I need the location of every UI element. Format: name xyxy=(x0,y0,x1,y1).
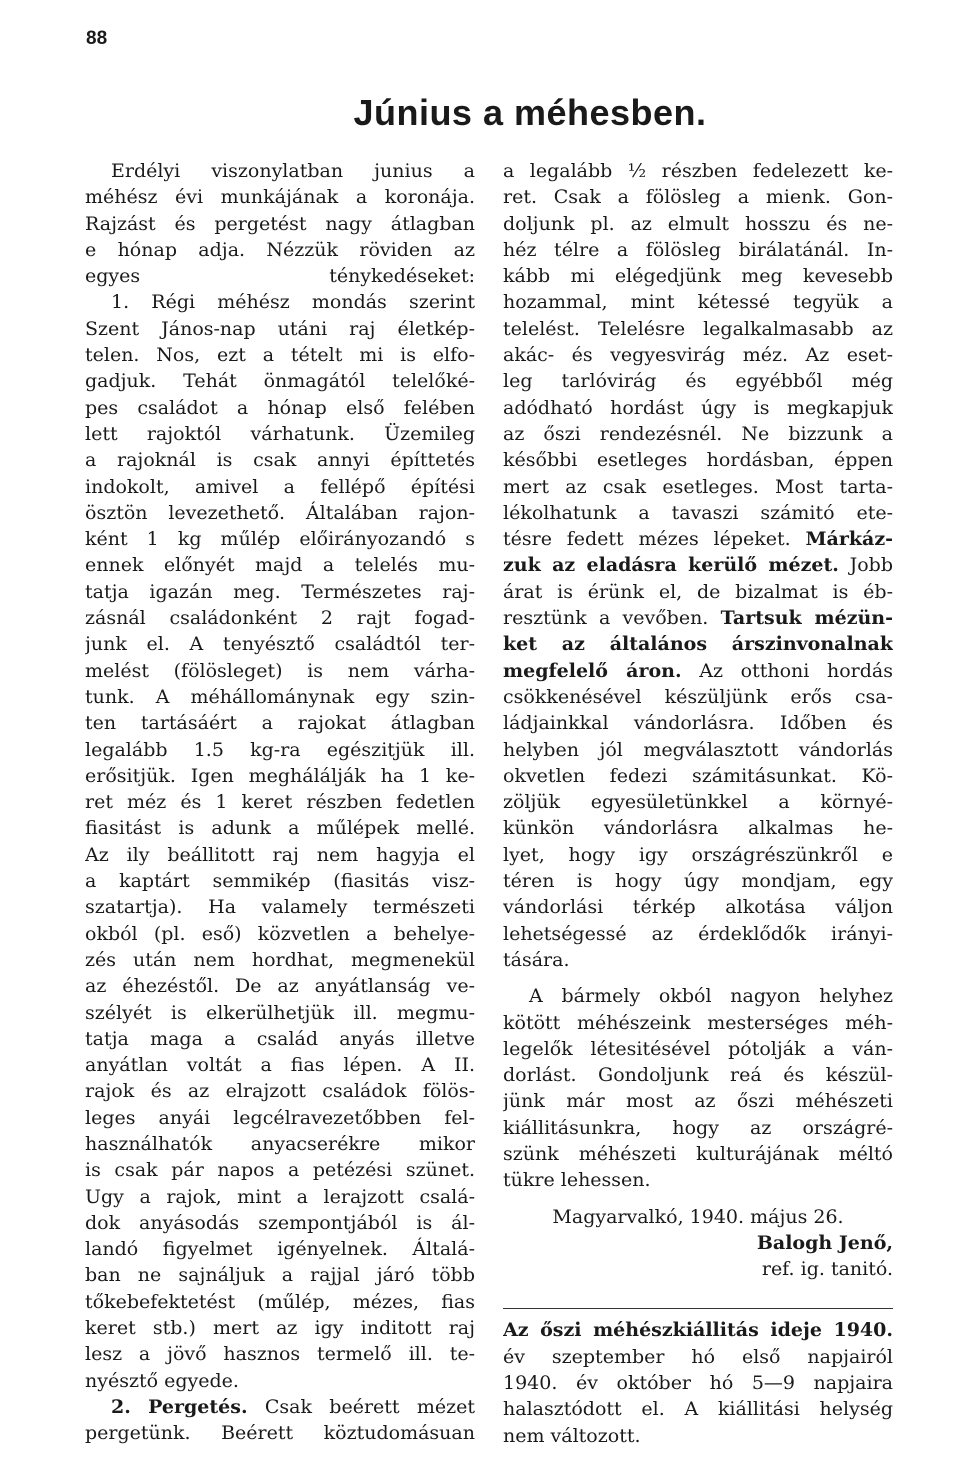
left-text-line: Szent János-nap utáni raj életkép- xyxy=(85,317,475,340)
left-text-line: az éhezéstől. De az anyátlanság ve- xyxy=(85,975,475,998)
left-text-line: indokolt, amivel a fellépő építési xyxy=(85,475,475,498)
bold-phrase-1b: zuk az eladásra kerülő mézet. xyxy=(503,554,839,577)
right-text-line: dorlást. Gondoljunk reá és készül- xyxy=(503,1064,893,1087)
left-text-line: keret stb.) mert az igy inditott raj xyxy=(85,1317,475,1340)
left-text-line: nyésztő egyede. xyxy=(85,1369,239,1392)
left-text-line: zásnál családonként 2 rajt fogad- xyxy=(85,607,475,630)
left-text-line: junk el. A tenyésztő családtól ter- xyxy=(85,633,475,656)
after-bold-1: Jobb xyxy=(849,554,893,577)
left-text-line: lett rajoktól várhatunk. Üzemileg xyxy=(85,422,475,445)
bold-phrase-2a: Tartsuk mézün- xyxy=(720,607,893,630)
right-text-line: adódható hordást úgy is megkapjuk xyxy=(503,396,893,419)
left-text-line: landó figyelmet igényelnek. Általá- xyxy=(85,1238,475,1261)
right-text-line: téren is hogy úgy mondjam, egy xyxy=(503,870,893,893)
page-number: 88 xyxy=(86,28,108,49)
bold-phrase-1a: Márkáz- xyxy=(805,528,893,551)
right-text-line: A bármely okból nagyon helyhez xyxy=(529,985,893,1008)
left-text-line: fiasitást is adunk a műlépek mellé. xyxy=(85,817,475,840)
right-text-line: legelők létesitésével pótolják a ván- xyxy=(503,1037,893,1060)
right-line-a: árat is érünk el, de bizalmat is éb- xyxy=(503,580,893,603)
section-2-last-line: pergetünk. Beérett köztudomásuan xyxy=(85,1422,475,1445)
right-bold-line-3 xyxy=(503,605,893,631)
right-text-line: vándorlási térkép alkotása váljon xyxy=(503,896,893,919)
right-text-line: akác- és vegyesvirág méz. Az eset- xyxy=(503,344,893,367)
left-text-line: szatartja). Ha valamely természeti xyxy=(85,896,475,919)
left-text-line: dok anyásodás szempontjából is ál- xyxy=(85,1211,475,1234)
left-text-line: leges anyái legcélravezetőbben fel- xyxy=(85,1106,475,1129)
signature-place-date: Magyarvalkó, 1940. május 26. xyxy=(552,1205,844,1228)
left-text-line: szélyét is elkerülhetjük ill. megmu- xyxy=(85,1001,475,1024)
left-text-line: tőkebefektetést (műlép, mézes, fias xyxy=(85,1290,475,1313)
right-column xyxy=(503,158,893,1449)
right-text-line: mert az csak esetleges. Most tarta- xyxy=(503,475,893,498)
right-paragraph-3 xyxy=(503,983,893,1193)
right-text-line: jünk már most az őszi méhészeti xyxy=(503,1090,893,1113)
right-bold-line-5 xyxy=(503,658,893,684)
left-text-line: pes családot a hónap első felében xyxy=(85,396,475,419)
left-text-line: melést (fölösleget) is nem várha- xyxy=(85,659,475,682)
section-2-heading: Pergetés. xyxy=(148,1395,248,1418)
left-text-line: gadjuk. Tehát önmagától telelőké- xyxy=(85,370,475,393)
right-bold-line-2 xyxy=(503,552,893,578)
left-text-line: Az ily beállitott raj nem hagyja el xyxy=(85,843,475,866)
right-text-line: helyben jól megválasztott vándorlás xyxy=(503,738,893,761)
article-title: Június a méhesben. xyxy=(353,92,707,133)
right-text-line: ládjainkkal vándorlásra. Időben és xyxy=(503,712,893,735)
left-text-line: ret méz és 1 keret részben fedetlen xyxy=(85,791,475,814)
right-line-b: resztünk a vevőben. xyxy=(503,607,709,630)
notice-body xyxy=(503,1344,893,1449)
right-text-line: szünk méhészeti kulturájának méltó xyxy=(503,1142,893,1165)
notice-lead: Az őszi méhészkiállitás ideje 1940. xyxy=(503,1319,893,1342)
right-text-line: kötött méhészeink mesterséges méh- xyxy=(503,1011,893,1034)
right-text-line: okvetlen fedezi számitásunkat. Kö- xyxy=(503,764,893,787)
left-text-line: ösztön levezethető. Általában rajon- xyxy=(85,501,475,524)
right-bold-line-1 xyxy=(503,526,893,552)
left-text-line: Rajzást és pergetést nagy átlagban xyxy=(85,212,475,235)
right-text-line: doljunk pl. az elmult hosszu és ne- xyxy=(503,212,893,235)
section-2-text: Csak beérett mézet xyxy=(264,1395,475,1418)
left-text-line: Erdélyi viszonylatban junius a xyxy=(111,160,475,182)
left-text-line: is csak pár napos a petézési szünet. xyxy=(85,1159,475,1182)
left-text-line: a rajoknál is csak annyi építtetés xyxy=(85,449,475,472)
left-text-line: tunk. A méhállománynak egy szin- xyxy=(85,685,475,708)
right-text-line: telelést. Telelésre legalkalmasabb az xyxy=(503,317,893,340)
left-text-line: lesz a jövő hasznos termelő ill. te- xyxy=(85,1343,475,1366)
right-text-line: héz télre a fölösleg birálatánál. In- xyxy=(503,238,893,261)
left-text-line: Ugy a rajok, mint a lerajzott csalá- xyxy=(85,1185,475,1208)
right-text-line: lehetségessé az érdeklődők irányi- xyxy=(503,922,893,945)
right-text-line: lyet, hogy igy országrészünkről e xyxy=(503,843,893,866)
left-text-line: okból (pl. eső) közvetlen a behelye- xyxy=(85,922,475,945)
section-2-first-line xyxy=(85,1394,475,1420)
left-text-line: tatja maga a család anyás illetve xyxy=(85,1027,475,1050)
left-paragraph-1 xyxy=(85,158,475,1394)
right-text-line: ret. Csak a fölösleg a mienk. Gon- xyxy=(503,186,893,209)
section-2-number: 2. xyxy=(111,1395,131,1418)
right-last-normal: tésre fedett mézes lépeket. xyxy=(503,528,791,551)
after-bold-2: Az otthoni hordás xyxy=(699,659,893,682)
right-text-line: hozammal, mint kétessé tegyük a xyxy=(503,291,893,314)
notice-line: nem változott. xyxy=(503,1424,641,1447)
right-text-line: lékolhatunk a tavaszi számitó ete- xyxy=(503,501,893,524)
left-text-line: méhész évi munkájának a koronája. xyxy=(85,186,475,209)
notice-line: halasztódott el. A kiállitási helység xyxy=(503,1398,893,1421)
divider xyxy=(503,1308,893,1309)
left-text-line: zés után nem hordhat, megmenekül xyxy=(85,948,475,971)
left-text-line: tatja igazán meg. Természetes raj- xyxy=(85,580,475,603)
notice-line: év szeptember hó első napjairól xyxy=(503,1345,893,1368)
right-paragraph-1 xyxy=(503,158,893,526)
right-text-line: a legalább ½ részben fedelezett ke- xyxy=(503,160,893,182)
left-text-line: erősitjük. Igen meghálálják ha 1 ke- xyxy=(85,764,475,787)
left-text-line: e hónap adja. Nézzük röviden az xyxy=(85,238,475,261)
left-column xyxy=(85,158,475,1447)
bold-phrase-2c: megfelelő áron. xyxy=(503,659,682,682)
right-text-line: zöljük egyesületünkkel a környé- xyxy=(503,791,893,814)
left-text-line: ban ne sajnáljuk a rajjal járó több xyxy=(85,1264,475,1287)
left-text-line: 1. Régi méhész mondás szerint xyxy=(111,291,475,314)
right-text-line: kiállitásunkra, hogy az országré- xyxy=(503,1116,893,1139)
right-text-line: tására. xyxy=(503,948,570,971)
left-text-line: ként 1 kg műlép előirányozandó s xyxy=(85,528,475,551)
left-text-line: használhatók anyacserékre mikor xyxy=(85,1132,475,1155)
right-text-line: tükre lehessen. xyxy=(503,1169,651,1192)
signature-name: Balogh Jenő, xyxy=(756,1231,893,1254)
left-text-line: ten tartásáért a rajokat átlagban xyxy=(85,712,475,735)
left-text-line: legalább 1.5 kg-ra egészitjük ill. xyxy=(85,738,475,761)
notice-line: 1940. év október hó 5—9 napjaira xyxy=(503,1372,893,1395)
right-text-line: kább mi elégedjünk meg kevesebb xyxy=(503,265,893,288)
left-text-line: telen. Nos, ezt a tételt mi is elfo- xyxy=(85,344,475,367)
right-text-line: leg tarlóvirág és egyébből még xyxy=(503,370,893,393)
bold-phrase-2b: ket az általános árszinvonalnak xyxy=(503,633,893,656)
right-text-line: későbbi esetleges hordásban, éppen xyxy=(503,449,893,472)
signature-role: ref. ig. tanitó. xyxy=(761,1258,893,1281)
right-text-line: künkön vándorlásra alkalmas he- xyxy=(503,817,893,840)
left-text-line: a kaptárt semmikép (fiasitás visz- xyxy=(85,870,475,893)
left-text-line: ennek előnyét majd a telelés mu- xyxy=(85,554,475,577)
left-text-line: rajok és az elrajzott családok fölös- xyxy=(85,1080,475,1103)
right-text-line: csökkenésével készüljünk erős csa- xyxy=(503,685,893,708)
left-text-line: anyátlan voltát a fias lépen. A II. xyxy=(85,1054,475,1077)
right-text-line: az őszi rendezésnél. Ne bizzunk a xyxy=(503,422,893,445)
right-paragraph-2 xyxy=(503,684,893,973)
left-text-line: egyes ténykedéseket: xyxy=(85,265,475,288)
